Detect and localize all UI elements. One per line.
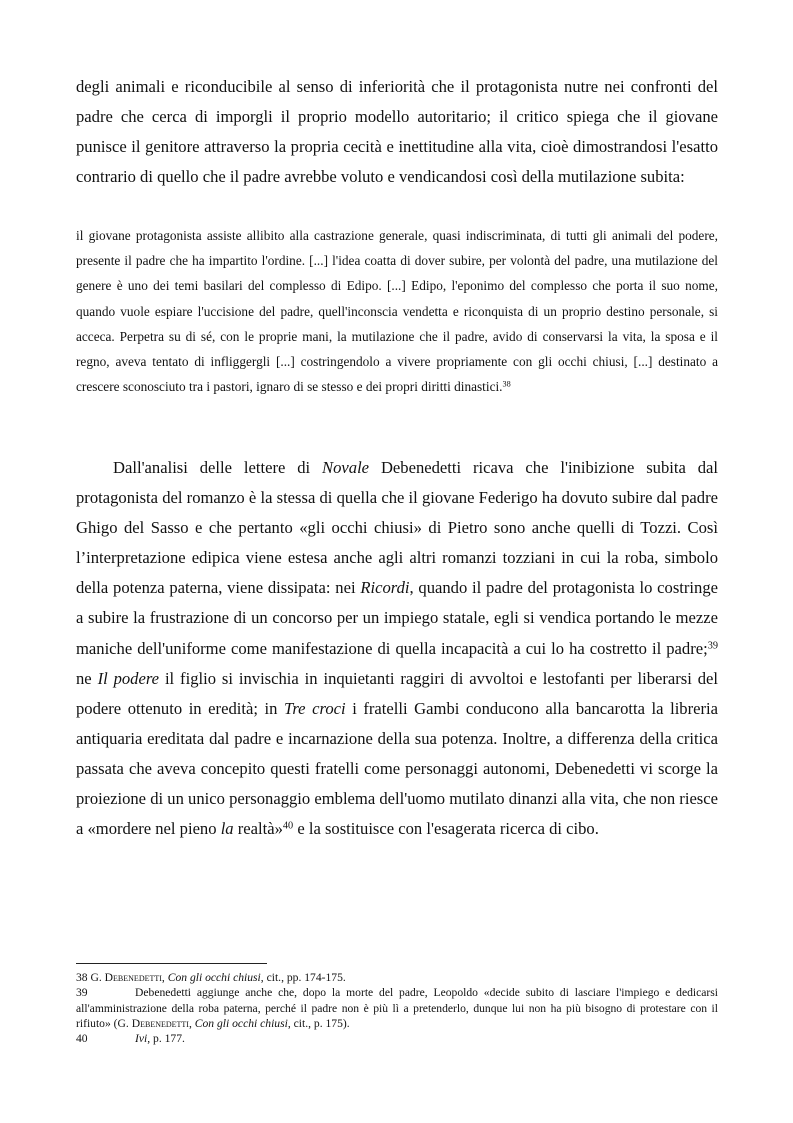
italic-title-il-podere: Il podere — [97, 668, 160, 688]
footnote-number: 38 — [76, 971, 88, 984]
text-segment: e la sostituisce con l'esagerata ricerca di cibo. — [293, 819, 599, 839]
footnote-text: G. — [87, 971, 105, 984]
footnote-author: Debenedetti — [131, 1016, 189, 1030]
footnote-text: , cit., pp. 174-175. — [260, 971, 346, 984]
footnote-number: 39 — [76, 986, 88, 1000]
body-paragraph-1 — [76, 72, 718, 192]
quote-text: il giovane protagonista assiste allibito alla castrazione generale, quasi indiscriminata, di tutti gli animali del podere, presente il padre che ha impartito l'ordine. [...] l'idea coatta di dover subire, per volontà del padre, una mutilazione del genere è uno dei temi basilari del complesso di Edipo. [...] Edipo, l'eponimo del complesso che porta il suo nome, quando vuole espiare l'uccisione del padre, quell'inconscia vendetta e riconquista di un proprio destino personale, si acceca. Perpetra su di sé, con le proprie mani, la mutilazione che il padre, avido di conservarsi la vita, la sposa e il regno, aveva tentato di infliggergli [...] costringendolo a vivere propriamente con gli occhi chiusi, [...] destinato a crescere sconosciuto tra i pastori, ignaro di se stesso e dei propri diritti dinastici. — [76, 228, 718, 395]
italic-title-novale: Novale — [322, 458, 370, 477]
text-segment: Debenedetti ricava che l'inibizione subita dal protagonista del romanzo è la stessa di quella che il giovane Federigo ha dovuto subire dal padre Ghigo del Sasso e che pertanto «gli occhi chiusi» di Pietro sono anche quelli di Tozzi. Così l’interpretazione edipica viene estesa anche agli altri romanzi tozziani in cui la roba, simbolo della potenza paterna, viene dissipata: nei — [76, 458, 718, 598]
body-paragraph-2 — [76, 453, 718, 844]
footnote-text: , — [161, 971, 168, 984]
block-quote — [76, 223, 718, 399]
footnotes — [76, 970, 718, 1046]
text-segment: , quando il padre del protagonista lo costringe a subire la frustrazione di un concorso per un impiego statale, egli si vendica portando le mezze maniche dell'uniforme come manifestazione di quella incapacità a cui lo ha costretto il padre; — [76, 578, 718, 658]
footnote-separator — [76, 963, 267, 964]
footnote-40 — [76, 1031, 718, 1046]
italic-title-ricordi: Ricordi — [360, 578, 410, 598]
text-segment: realtà» — [233, 819, 283, 839]
footnote-text: , cit., p. 175). — [287, 1016, 350, 1030]
text-segment: Dall'analisi delle lettere di — [113, 458, 323, 477]
footnote-ref-40[interactable]: 40 — [282, 820, 294, 832]
text-segment: ne — [76, 668, 98, 688]
text-segment: i fratelli Gambi conducono alla bancarotta la libreria antiquaria ereditata dal padre e incarnazione della sua potenza. Inoltre, a differenza della critica passata che aveva concepito questi fratelli come personaggi autonomi, Debenedetti vi scorge la proiezione di un unico personaggio emblema dell'uomo mutilato dinanzi alla vita, che non riesce a «mordere nel pieno — [76, 698, 718, 839]
footnote-38 — [76, 970, 718, 985]
italic-title-tre-croci: Tre croci — [284, 698, 346, 718]
paragraph-text: degli animali e riconducibile al senso di inferiorità che il protagonista nutre nei confronti del padre che cerca di imporgli il proprio modello autoritario; il critico spiega che il giovane punisce il genitore attraverso la propria cecità e inettitudine alla vita, cioè dimostrandosi l'esatto contrario di quello che il padre avrebbe voluto e vendicandosi così della mutilazione subita: — [76, 77, 718, 187]
footnote-ref-38[interactable]: 38 — [502, 379, 511, 389]
footnote-title: Con gli occhi chiusi — [194, 1016, 288, 1030]
italic-word-la: la — [220, 819, 234, 839]
text-segment: il figlio si invischia in inquietanti raggiri di avvoltoi e lestofanti per liberarsi del podere ottenuto in eredità; in — [76, 668, 719, 718]
footnote-ref-39[interactable]: 39 — [707, 639, 718, 651]
footnote-text: Debenedetti aggiunge anche che, dopo la morte del padre, Leopoldo «decide subito di lasciare l'impiego e dedicarsi all'amministrazione della roba paterna, perché il padre non è più lì a pretenderlo, dunque lui non ha più bisogno di protestare con il rifiuto» (G. — [76, 986, 718, 1030]
footnote-text: , p. 177. — [147, 1032, 185, 1046]
footnote-text: , — [188, 1016, 195, 1030]
footnote-number: 40 — [76, 1032, 88, 1046]
footnote-39 — [76, 985, 718, 1031]
footnote-title: Ivi — [135, 1032, 148, 1046]
footnote-title: Con gli occhi chiusi — [167, 971, 261, 984]
footnote-author: Debenedetti — [104, 971, 162, 984]
